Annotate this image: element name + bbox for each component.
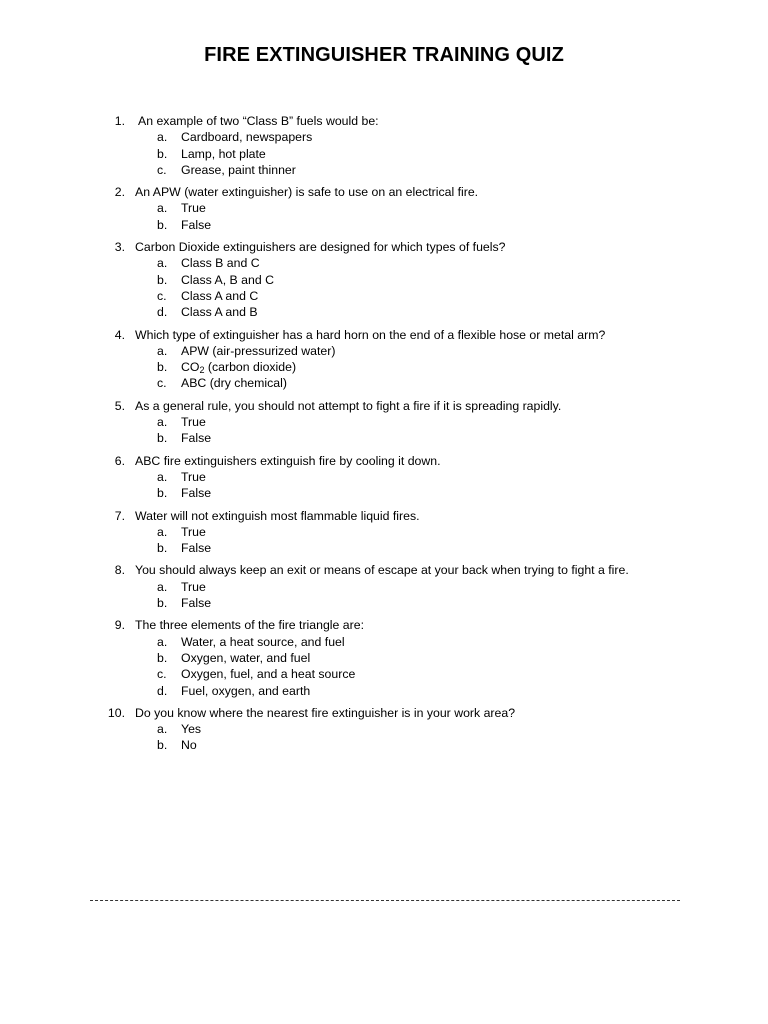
question-text: ABC fire extinguishers extinguish fire by cooling it down. [135,453,441,468]
question-row [0,184,768,200]
option-text: Oxygen, water, and fuel [181,650,311,665]
option-text: True [181,415,206,430]
question-item [0,705,768,754]
answer-options [0,469,768,502]
answer-option [0,200,768,216]
answer-option [0,524,768,540]
option-text: Oxygen, fuel, and a heat source [181,667,356,682]
option-text: Yes [181,722,202,737]
option-text: Class B and C [181,256,260,271]
question-text: You should always keep an exit or means of escape at your back when trying to fight a fire. [135,563,629,578]
option-text: False [181,596,212,611]
question-item [0,562,768,611]
option-text-suffix: (carbon dioxide) [204,360,297,375]
question-number: 7. [114,508,125,523]
answer-option [0,666,768,682]
option-letter: b. [157,360,168,375]
footer-divider [90,900,680,901]
question-row [0,508,768,524]
option-text: Lamp, hot plate [181,146,266,161]
answer-option [0,634,768,650]
option-letter: a. [157,579,168,594]
answer-options [0,414,768,447]
question-row [0,617,768,633]
question-row [0,705,768,721]
question-number: 3. [114,240,125,255]
question-text: Which type of extinguisher has a hard horn on the end of a flexible hose or metal arm? [135,327,606,342]
question-number: 1. [114,114,125,128]
question-text: Do you know where the nearest fire extinguisher is in your work area? [135,705,516,720]
option-text: Class A and C [181,288,259,303]
question-number: 9. [114,618,125,633]
option-text: Cardboard, newspapers [181,130,313,145]
answer-option [0,146,768,162]
option-letter: a. [157,343,168,358]
question-item [0,113,768,178]
option-letter: b. [157,486,168,501]
question-number: 6. [114,453,125,468]
answer-option [0,255,768,271]
option-letter: b. [157,431,168,446]
answer-option [0,469,768,485]
answer-options [0,579,768,612]
question-number: 4. [114,327,125,342]
answer-option [0,272,768,288]
option-letter: a. [157,634,168,649]
option-text: True [181,469,206,484]
question-row [0,562,768,578]
option-text: Class A, B and C [181,272,274,287]
answer-option [0,288,768,304]
option-letter: b. [157,272,168,287]
answer-option [0,579,768,595]
question-row [0,239,768,255]
page-title: FIRE EXTINGUISHER TRAINING QUIZ [204,44,564,66]
question-item [0,239,768,320]
option-letter: c. [157,288,167,303]
question-text: An example of two “Class B” fuels would be: [138,114,379,128]
answer-option [0,683,768,699]
answer-options [0,200,768,233]
option-letter: a. [157,256,168,271]
option-text: True [181,201,206,216]
answer-options [0,634,768,699]
question-row [0,398,768,414]
option-text: APW (air-pressurized water) [181,343,336,358]
option-text-subscript: 2 [199,365,205,376]
question-text: Carbon Dioxide extinguishers are designed for which types of fuels? [135,240,506,255]
option-text: False [181,486,212,501]
option-letter: b. [157,738,168,753]
answer-option [0,375,768,391]
question-list [0,113,768,760]
option-text: Water, a heat source, and fuel [181,634,345,649]
option-letter: b. [157,217,168,232]
option-letter: b. [157,650,168,665]
answer-option [0,650,768,666]
question-row [0,453,768,469]
answer-option [0,129,768,145]
question-number: 2. [114,185,125,200]
answer-option [0,414,768,430]
question-item [0,327,768,392]
question-text: An APW (water extinguisher) is safe to use on an electrical fire. [135,185,479,200]
question-item [0,453,768,502]
question-number: 5. [114,398,125,413]
option-text: Class A and B [181,305,258,320]
answer-option [0,430,768,446]
answer-option [0,595,768,611]
answer-option [0,359,768,375]
option-text-main: CO [181,360,200,375]
answer-option [0,737,768,753]
option-letter: c. [157,376,167,391]
answer-options [0,721,768,754]
question-text: As a general rule, you should not attempt to fight a fire if it is spreading rapidly. [135,398,562,413]
question-item [0,508,768,557]
question-row [0,113,768,129]
option-letter: c. [157,162,167,177]
option-text [181,359,296,376]
option-letter: c. [157,667,167,682]
option-letter: a. [157,201,168,216]
answer-option [0,162,768,178]
option-letter: a. [157,524,168,539]
answer-option [0,304,768,320]
answer-options [0,343,768,392]
option-letter: a. [157,469,168,484]
answer-option [0,721,768,737]
question-item [0,184,768,233]
answer-option [0,217,768,233]
answer-options [0,129,768,178]
question-number: 8. [114,563,125,578]
option-letter: d. [157,305,168,320]
option-letter: b. [157,541,168,556]
question-row [0,327,768,343]
question-text: Water will not extinguish most flammable liquid fires. [135,508,420,523]
option-letter: a. [157,130,168,145]
option-text: False [181,217,212,232]
option-text: No [181,738,197,753]
option-letter: a. [157,415,168,430]
option-text: Fuel, oxygen, and earth [181,683,311,698]
option-letter: a. [157,722,168,737]
option-letter: b. [157,146,168,161]
option-text: True [181,524,206,539]
option-letter: b. [157,596,168,611]
question-text: The three elements of the fire triangle are: [135,618,364,633]
question-item [0,398,768,447]
option-text: True [181,579,206,594]
question-number: 10. [107,705,125,720]
option-text: ABC (dry chemical) [181,376,287,391]
answer-option [0,540,768,556]
answer-options [0,255,768,320]
option-text: Grease, paint thinner [181,162,296,177]
option-letter: d. [157,683,168,698]
answer-options [0,524,768,557]
answer-option [0,485,768,501]
question-item [0,617,768,698]
option-text: False [181,541,212,556]
option-text: False [181,431,212,446]
answer-option [0,343,768,359]
